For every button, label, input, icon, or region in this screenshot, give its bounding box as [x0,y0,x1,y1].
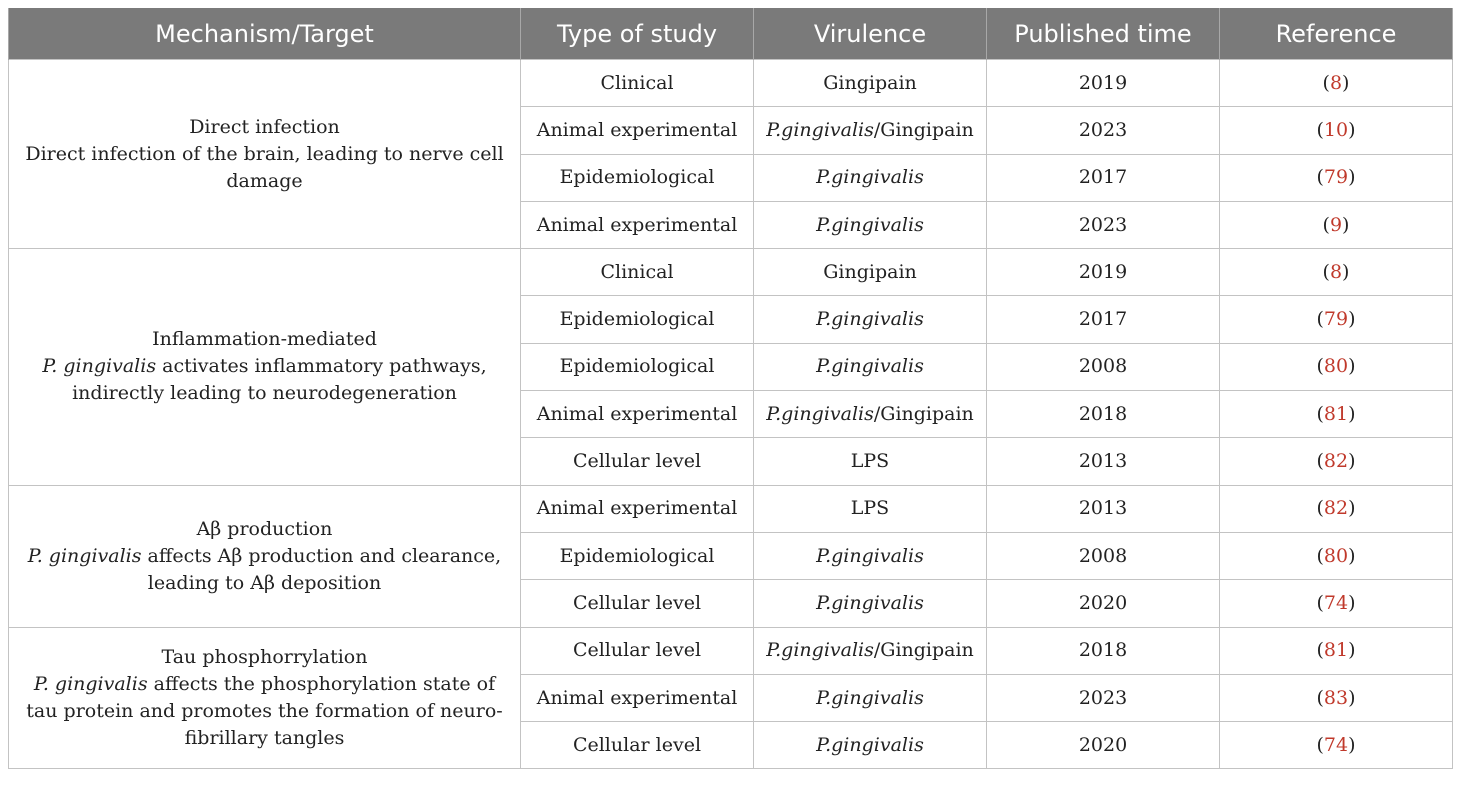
reference-close-paren: ) [1348,355,1356,378]
virulence-italic: P.gingivalis [816,544,924,567]
virulence-cell [754,627,987,674]
virulence-italic: P.gingivalis [766,118,874,141]
reference-link[interactable]: 74 [1323,733,1349,756]
reference-cell [1220,627,1453,674]
virulence-cell [754,674,987,721]
published-year-cell: 2020 [987,580,1220,627]
published-year-cell: 2013 [987,438,1220,485]
reference-close-paren: ) [1348,118,1356,141]
virulence-cell [754,532,987,579]
reference-open-paren: ( [1316,544,1324,567]
reference-cell [1220,391,1453,438]
reference-open-paren: ( [1316,686,1324,709]
virulence-text: /Gingipain [873,639,974,662]
published-year-cell: 2017 [987,154,1220,201]
reference-cell [1220,343,1453,390]
reference-close-paren: ) [1348,639,1356,662]
mechanism-description-text: affects Aβ production and clearance, leading to Aβ deposition [141,544,502,594]
published-year-cell: 2017 [987,296,1220,343]
mechanism-description [23,141,506,195]
virulence-cell [754,107,987,154]
header-reference: Reference [1220,8,1453,60]
virulence-cell [754,580,987,627]
mechanism-cell [9,485,521,627]
mechanism-title: Tau phosphorrylation [161,646,368,668]
reference-open-paren: ( [1322,260,1330,283]
reference-close-paren: ) [1348,497,1356,520]
study-type-cell: Animal experimental [521,391,754,438]
mechanism-title: Aβ production [196,517,333,540]
study-type-cell: Epidemiological [521,154,754,201]
reference-link[interactable]: 81 [1323,402,1349,425]
reference-cell [1220,532,1453,579]
virulence-cell [754,391,987,438]
reference-close-paren: ) [1348,450,1356,473]
reference-open-paren: ( [1316,450,1324,473]
mechanism-cell [9,249,521,485]
reference-close-paren: ) [1348,733,1356,756]
mechanism-cell [9,627,521,769]
reference-open-paren: ( [1316,402,1324,425]
header-row [9,8,1453,60]
header-published-time: Published time [987,8,1220,60]
virulence-text: LPS [850,497,890,520]
reference-cell [1220,438,1453,485]
study-type-cell: Epidemiological [521,343,754,390]
reference-cell [1220,485,1453,532]
virulence-italic: P.gingivalis [816,686,924,709]
study-type-cell: Cellular level [521,722,754,769]
mechanism-description-italic: P. gingivalis [27,544,142,567]
published-year-cell: 2019 [987,60,1220,107]
header-mechanism: Mechanism/Target [9,8,521,60]
virulence-italic: P.gingivalis [766,639,874,662]
study-type-cell: Cellular level [521,580,754,627]
virulence-cell [754,485,987,532]
virulence-text: Gingipain [823,260,917,283]
mechanism-description [23,353,506,407]
study-type-cell: Animal experimental [521,107,754,154]
reference-cell [1220,249,1453,296]
reference-link[interactable]: 10 [1323,118,1349,141]
virulence-italic: P.gingivalis [816,591,924,614]
mechanism-description-italic: P. gingivalis [33,673,148,695]
study-type-cell: Epidemiological [521,296,754,343]
reference-close-paren: ) [1342,71,1350,94]
reference-open-paren: ( [1316,733,1324,756]
reference-cell [1220,722,1453,769]
virulence-cell [754,249,987,296]
reference-close-paren: ) [1342,260,1350,283]
table-row [9,60,1453,107]
published-year-cell: 2008 [987,343,1220,390]
virulence-italic: P.gingivalis [816,213,924,236]
mechanism-description-text: Direct infection of the brain, leading to nerve cell damage [25,142,504,192]
reference-close-paren: ) [1348,308,1356,331]
reference-open-paren: ( [1322,71,1330,94]
virulence-text: LPS [850,450,890,473]
header-study-type: Type of study [521,8,754,60]
study-type-cell: Animal experimental [521,485,754,532]
virulence-italic: P.gingivalis [816,733,924,756]
mechanism-title: Direct infection [189,115,340,138]
reference-close-paren: ) [1348,166,1356,189]
reference-close-paren: ) [1348,544,1356,567]
published-year-cell: 2023 [987,201,1220,248]
reference-cell [1220,154,1453,201]
published-year-cell: 2023 [987,107,1220,154]
table-row [9,249,1453,296]
reference-open-paren: ( [1316,591,1324,614]
virulence-cell [754,60,987,107]
reference-close-paren: ) [1342,213,1350,236]
reference-open-paren: ( [1316,497,1324,520]
virulence-cell [754,722,987,769]
reference-cell [1220,674,1453,721]
published-year-cell: 2019 [987,249,1220,296]
published-year-cell: 2023 [987,674,1220,721]
reference-open-paren: ( [1316,308,1324,331]
virulence-cell [754,438,987,485]
reference-cell [1220,107,1453,154]
reference-close-paren: ) [1348,591,1356,614]
reference-link[interactable]: 83 [1323,686,1349,709]
mechanism-description [23,671,506,752]
reference-close-paren: ) [1348,402,1356,425]
reference-open-paren: ( [1322,213,1330,236]
table-body [9,60,1453,769]
virulence-italic: P.gingivalis [816,166,924,189]
virulence-italic: P.gingivalis [816,308,924,331]
study-type-cell: Epidemiological [521,532,754,579]
mechanism-description-text: affects the phosphorylation state of tau protein and promotes the formation of neuro-fibrillary tangles [26,673,503,749]
reference-link[interactable]: 81 [1323,639,1349,662]
reference-link[interactable]: 79 [1323,308,1349,331]
reference-cell [1220,296,1453,343]
reference-link[interactable]: 82 [1323,450,1349,473]
published-year-cell: 2020 [987,722,1220,769]
reference-cell [1220,60,1453,107]
published-year-cell: 2013 [987,485,1220,532]
mechanism-description [23,543,506,597]
reference-link[interactable]: 8 [1329,71,1343,94]
published-year-cell: 2008 [987,532,1220,579]
reference-close-paren: ) [1348,686,1356,709]
reference-open-paren: ( [1316,166,1324,189]
table-row [9,627,1453,674]
virulence-cell [754,154,987,201]
mechanism-description-text: activates inflammatory pathways, indirectly leading to neurodegeneration [72,355,487,405]
reference-link[interactable]: 82 [1323,497,1349,520]
study-type-cell: Animal experimental [521,201,754,248]
header-virulence: Virulence [754,8,987,60]
virulence-text: /Gingipain [873,118,974,141]
study-type-cell: Clinical [521,60,754,107]
reference-link[interactable]: 74 [1323,591,1349,614]
table-row [9,485,1453,532]
study-type-cell: Cellular level [521,438,754,485]
virulence-cell [754,343,987,390]
reference-cell [1220,201,1453,248]
study-type-cell: Clinical [521,249,754,296]
reference-link[interactable]: 9 [1329,213,1343,236]
virulence-italic: P.gingivalis [816,355,924,378]
virulence-cell [754,296,987,343]
published-year-cell: 2018 [987,627,1220,674]
mechanism-description-italic: P. gingivalis [42,355,157,378]
mechanism-cell [9,60,521,249]
reference-open-paren: ( [1316,639,1324,662]
reference-link[interactable]: 80 [1323,544,1349,567]
study-type-cell: Animal experimental [521,674,754,721]
reference-link[interactable]: 8 [1329,260,1343,283]
reference-open-paren: ( [1316,355,1324,378]
mechanism-title: Inflammation-mediated [152,328,377,351]
reference-open-paren: ( [1316,118,1324,141]
virulence-text: Gingipain [823,71,917,94]
reference-link[interactable]: 79 [1323,166,1349,189]
reference-link[interactable]: 80 [1323,355,1349,378]
mechanism-table [8,8,1453,769]
virulence-text: /Gingipain [873,402,974,425]
virulence-italic: P.gingivalis [766,402,874,425]
study-type-cell: Cellular level [521,627,754,674]
published-year-cell: 2018 [987,391,1220,438]
reference-cell [1220,580,1453,627]
virulence-cell [754,201,987,248]
